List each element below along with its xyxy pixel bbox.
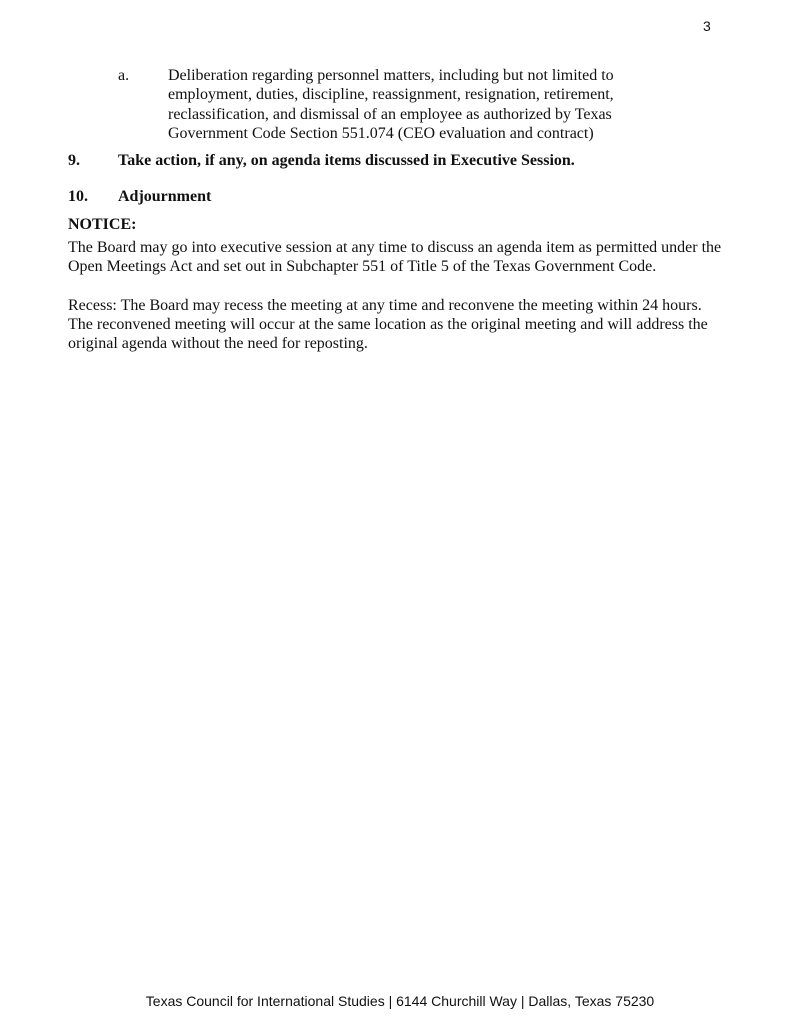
notice-heading: NOTICE: [68, 215, 137, 233]
item-text: Adjournment [118, 188, 212, 206]
document-body [68, 66, 728, 354]
subitem-marker: a. [118, 67, 130, 84]
item-number: 9. [68, 152, 80, 170]
agenda-item-9 [68, 151, 728, 170]
agenda-subitem-a [118, 66, 728, 143]
page-footer: Texas Council for International Studies | 6144 Churchill Way | Dallas, Texas 75230 [145, 993, 655, 1009]
agenda-item-10 [68, 187, 728, 206]
item-number: 10. [68, 188, 88, 206]
recess-text: Recess: The Board may recess the meeting at any time and reconvene the meeting within 24 hours. The reconvened meeting will occur at the same location as the original meeting and will address the original agenda without the need for reposting. [68, 296, 708, 353]
notice-text: The Board may go into executive session at any time to discuss an agenda item as permitted under the Open Meetings Act and set out in Subchapter 551 of Title 5 of the Texas Government Code. [68, 239, 722, 276]
item-text: Take action, if any, on agenda items discussed in Executive Session. [118, 152, 575, 170]
subitem-text: Deliberation regarding personnel matters, including but not limited to employment, duties, discipline, reassignment, resignation, retirement, reclassification, and dismissal of an employee as authorized by Texas Government Code Section 551.074 (CEO evaluation and contract) [168, 67, 614, 142]
page-number: 3 [703, 18, 711, 34]
